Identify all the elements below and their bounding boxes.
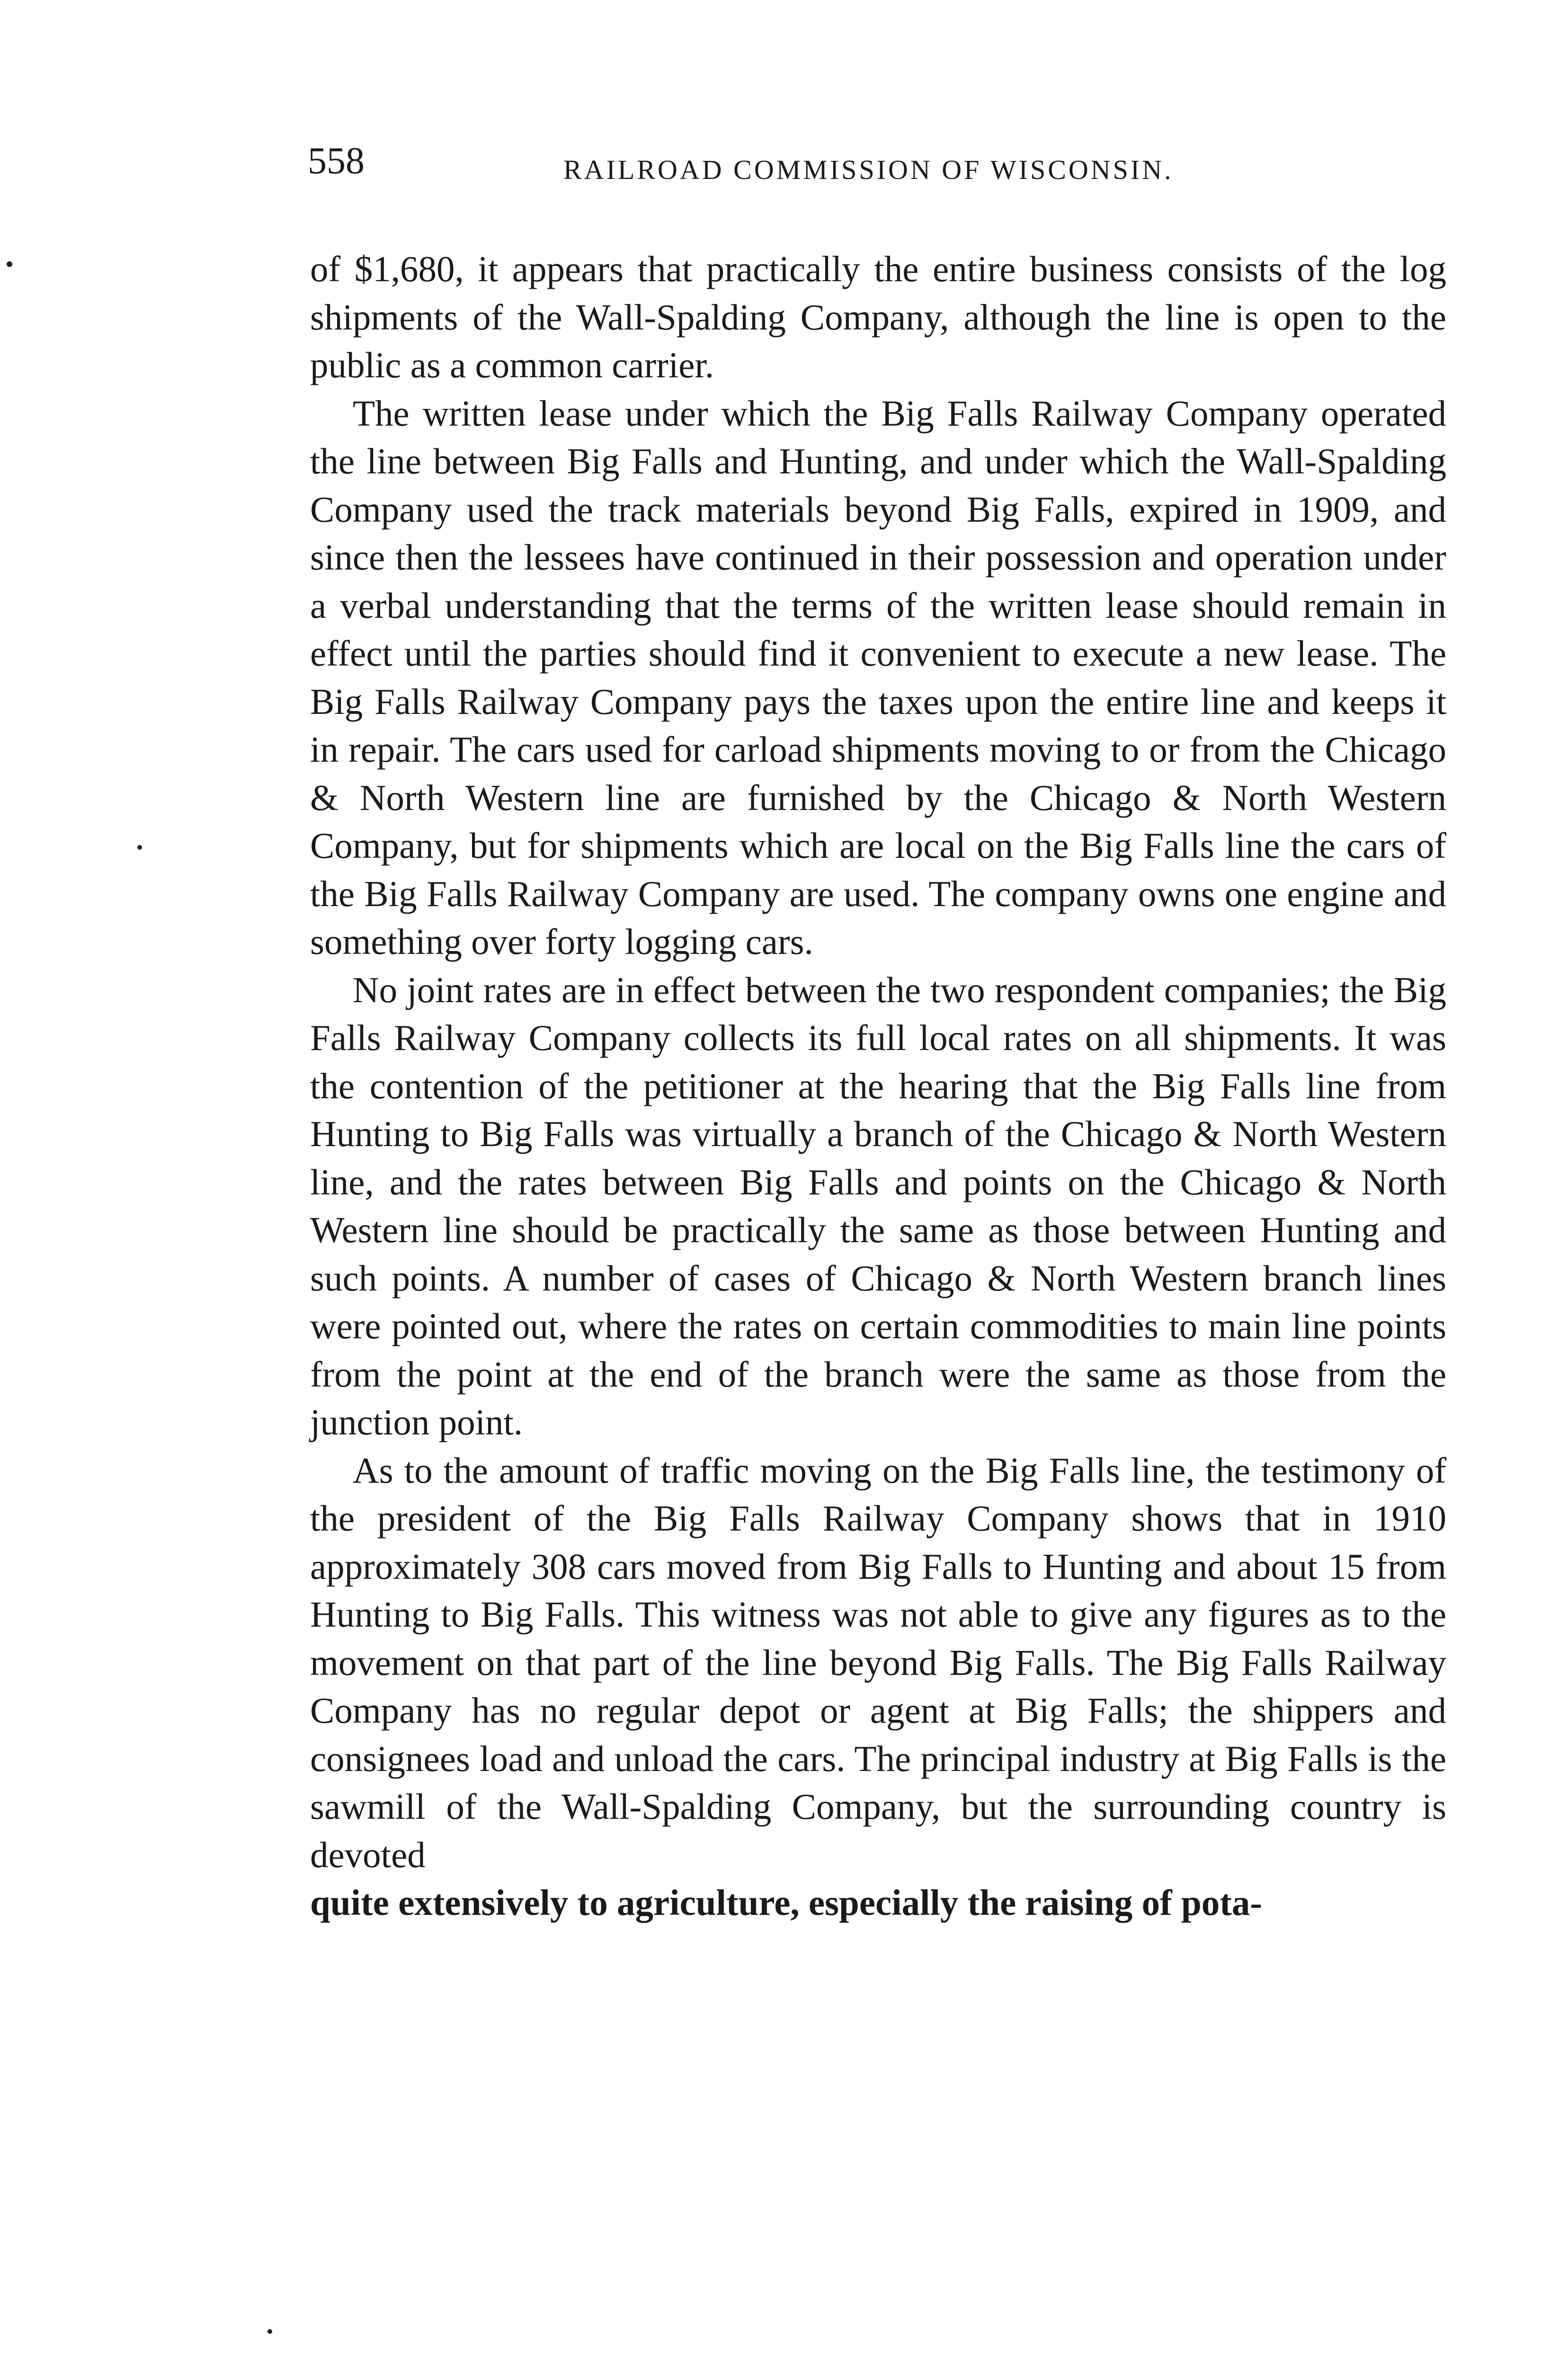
paragraph-lease: The written lease under which the Big Falls Railway Company operated the line between Big Falls and Hunting, and under which the Wall-Spalding Company used the track materials beyond Big Falls, expired in 1909, and since then the lessees have continued in their possession and operation under a verbal understanding that the terms of the written lease should remain in effect until the parties should find it convenient to execute a new lease. The Big Falls Railway Company pays the taxes upon the entire line and keeps it in repair. The cars used for carload shipments moving to or from the Chicago & North Western line are furnished by the Chicago & North Western Company, but for shipments which are local on the Big Falls line the cars of the Big Falls Railway Company are used. The company owns one engine and something over forty logging cars. xyxy=(310,392,1446,962)
running-head: RAILROAD COMMISSION OF WISCONSIN. xyxy=(563,154,1174,185)
paragraph-joint-rates: No joint rates are in effect between the two respondent companies; the Big Falls Railway Company collects its full local rates on all shipments. It was the contention of the petitioner at the hearing that the Big Falls line from Hunting to Big Falls was virtually a branch of the Chicago & North Western line, and the rates between Big Falls and points on the Chicago & North Western line should be practically the same as those between Hunting and such points. A number of cases of Chicago & North Western branch lines were pointed out, where the rates on certain commodities to main line points from the point at the end of the branch were the same as those from the junction point. xyxy=(310,969,1446,1442)
paragraph-traffic: As to the amount of traffic moving on the Big Falls line, the testimony of the president of the Big Falls Railway Company shows that in 1910 approximately 308 cars moved from Big Falls to Hunting and about 15 from Hunting to Big Falls. This witness was not able to give any figures as to the movement on that part of the line beyond Big Falls. The Big Falls Railway Company has no regular depot or agent at Big Falls; the shippers and consignees load and unload the cars. The principal industry at Big Falls is the sawmill of the Wall-Spalding Company, but the surrounding country is devoted xyxy=(310,1450,1446,1875)
left-margin-speck-2 xyxy=(137,845,142,850)
page-number: 558 xyxy=(308,140,365,182)
body-text xyxy=(310,245,1446,1927)
paragraph-continued: of $1,680, it appears that practically the entire business consists of the log shipments of the Wall-Spalding Company, although the line is open to the public as a common carrier. xyxy=(310,249,1446,385)
paragraph-final-line: quite extensively to agriculture, especially the raising of pota- xyxy=(310,1882,1263,1923)
left-margin-speck-1 xyxy=(7,261,12,267)
left-margin-speck-3 xyxy=(267,2329,272,2334)
